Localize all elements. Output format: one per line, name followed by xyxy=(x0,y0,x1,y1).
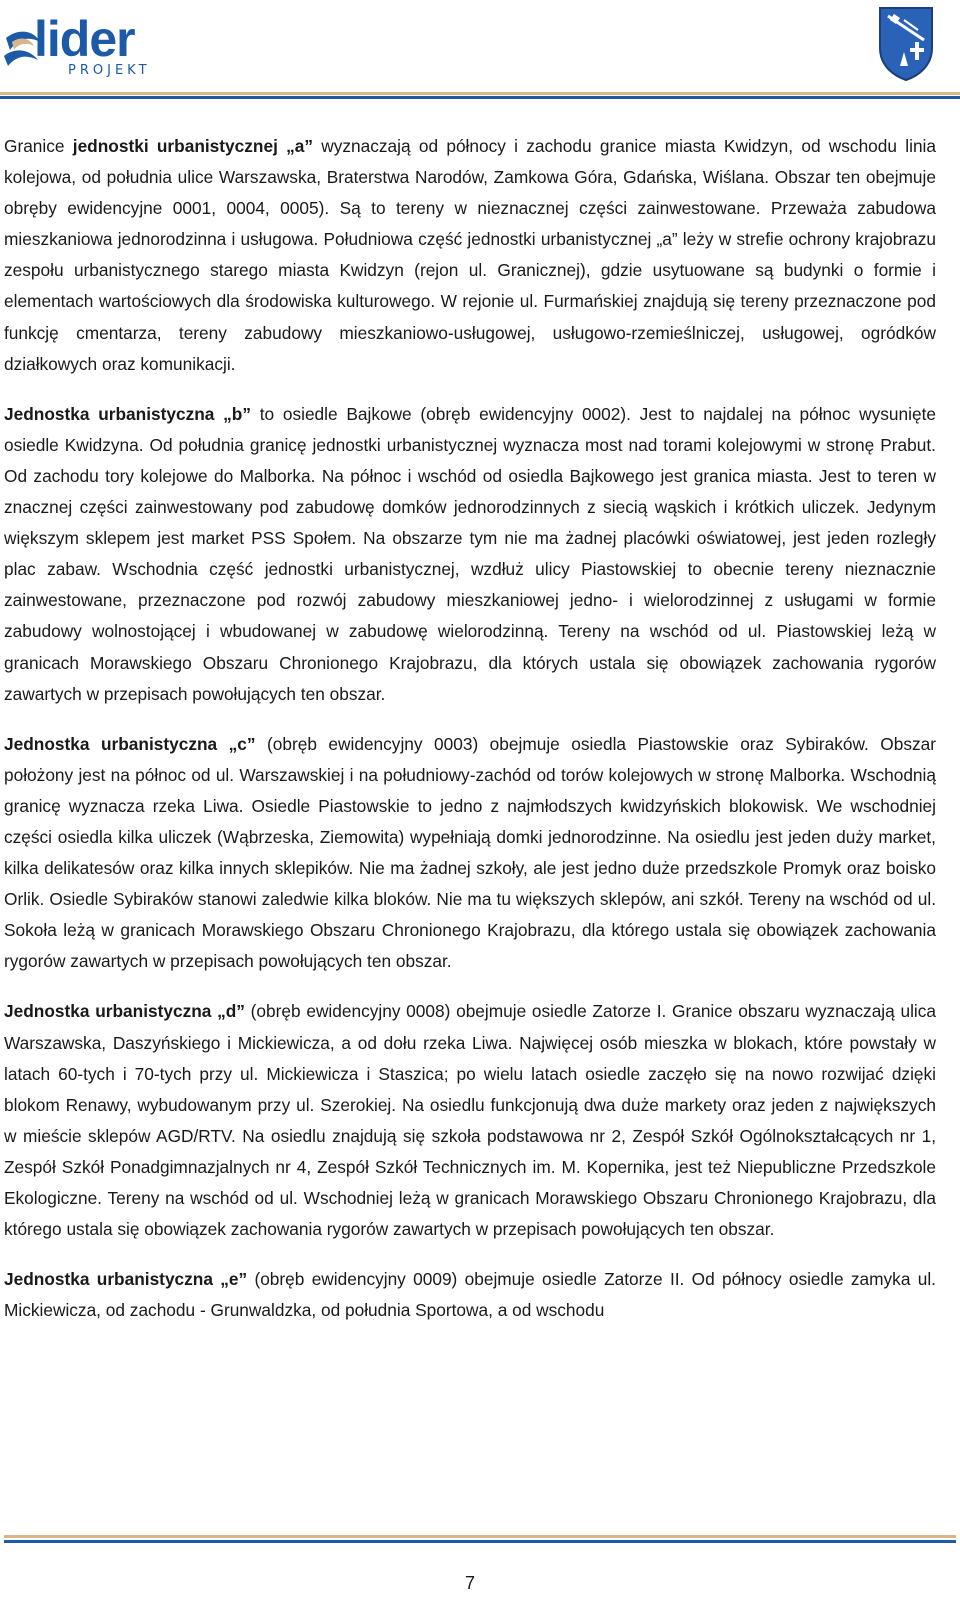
coat-of-arms-icon xyxy=(874,4,938,82)
paragraph xyxy=(4,399,936,710)
paragraph-text: (obręb ewidencyjny 0009) obejmuje osiedle Zatorze II. Od północy osiedle zamyka ul. Mickiewicza, od zachodu - Grunwaldzka, od południa Sportowa, a od wschodu xyxy=(4,1269,936,1321)
page-header xyxy=(0,0,960,102)
lider-projekt-logo xyxy=(4,11,174,82)
paragraph xyxy=(4,729,936,978)
paragraph xyxy=(4,996,936,1245)
footer-divider xyxy=(4,1535,956,1543)
document-body xyxy=(4,131,936,1345)
unit-heading: Jednostka urbanistyczna „c” xyxy=(4,733,256,754)
unit-heading: jednostki urbanistycznej „a” xyxy=(72,136,314,156)
page-number: 7 xyxy=(464,1573,475,1593)
logo-subtitle: PROJEKT xyxy=(68,63,151,78)
logo-wordmark: lider xyxy=(34,11,135,67)
paragraph xyxy=(4,1264,936,1326)
paragraph-text: (obręb ewidencyjny 0008) obejmuje osiedle Zatorze I. Granice obszaru wyznaczają ulica Warszawska, Daszyńskiego i Mickiewicza, a od dołu rzeka Liwa. Najwięcej osób mieszka w blokach, które powstały w latach 60-tych i 70-tych przy ul. Mickiewicza i Staszica; po wielu latach osiedle zaczęło się na nowo rozwijać dzięki blokom Renawy, wybudowanym przy ul. Szerokiej. Na osiedlu funkcjonują dwa duże markety oraz jeden z największych w mieście sklepów AGD/RTV. Na osiedlu znajdują się szkoła podstawowa nr 2, Zespół Szkół Ogólnokształcących nr 1, Zespół Szkół Ponadgimnazjalnych nr 4, Zespół Szkół Technicznych im. M. Kopernika, jest też Niepubliczne Przedszkole Ekologiczne. Tereny na wschód od ul. Wschodniej leżą w granicach Morawskiego Obszaru Chronionego Krajobrazu, dla którego ustala się obowiązek zachowania rygorów zawartych w przepisach powołujących ten obszar. xyxy=(4,1001,937,1240)
unit-heading: Jednostka urbanistyczna „b” xyxy=(4,403,251,424)
paragraph xyxy=(4,131,936,380)
unit-heading: Jednostka urbanistyczna „e” xyxy=(4,1269,248,1290)
header-divider xyxy=(0,92,960,100)
unit-heading: Jednostka urbanistyczna „d” xyxy=(4,1001,245,1022)
paragraph-text: (obręb ewidencyjny 0003) obejmuje osiedla Piastowskie oraz Sybiraków. Obszar położony jest na północ od ul. Warszawskiej i na południowy-zachód od torów kolejowych w stronę Malborka. Wschodnią granicę wyznacza rzeka Liwa. Osiedle Piastowskie to jedno z najmłodszych kwidzyńskich blokowisk. We wschodniej części osiedla kilka uliczek (Wąbrzeska, Ziemowita) wypełniają domki jednorodzinne. Na osiedlu jest jeden duży market, kilka delikatesów oraz kilka innych sklepików. Nie ma żadnej szkoły, ale jest jedno duże przedszkole Promyk oraz boisko Orlik. Osiedle Sybiraków stanowi zaledwie kilka bloków. Nie ma tu większych sklepów, ani szkół. Tereny na wschód od ul. Sokoła leżą w granicach Morawskiego Obszaru Chronionego Krajobrazu, dla którego ustala się obowiązek zachowania rygorów zawartych w przepisach powołujących ten obszar. xyxy=(4,733,936,972)
paragraph-text: wyznaczają od północy i zachodu granice miasta Kwidzyn, od wschodu linia kolejowa, od południa ulice Warszawska, Braterstwa Narodów, Zamkowa Góra, Gdańska, Wiślana. Obszar ten obejmuje obręby ewidencyjne 0001, 0004, 0005). Są to tereny w nieznacznej części zainwestowane. Przeważa zabudowa mieszkaniowa jednorodzinna i usługowa. Południowa część jednostki urbanistycznej „a” leży w strefie ochrony krajobrazu zespołu urbanistycznego starego miasta Kwidzyn (rejon ul. Granicznej), gdzie usytuowane są budynki o formie i elementach wartościowych dla środowiska kulturowego. W rejonie ul. Furmańskiej znajdują się tereny przeznaczone pod funkcję cmentarza, tereny zabudowy mieszkaniowo-usługowej, usługowo-rzemieślniczej, usługowej, ogródków działkowych oraz komunikacji. xyxy=(4,136,937,374)
paragraph-text: Granice xyxy=(4,136,73,156)
paragraph-text: to osiedle Bajkowe (obręb ewidencyjny 0002). Jest to najdalej na północ wysunięte osiedle Kwidzyna. Od południa granicę jednostki urbanistycznej wyznacza most nad torami kolejowymi w stronę Prabut. Od zachodu tory kolejowe do Malborka. Na północ i wschód od osiedla Bajkowego jest granica miasta. Jest to teren w znacznej części zainwestowany pod zabudowę domków jednorodzinnych z siecią wąskich i krótkich uliczek. Jedynym większym sklepem jest market PSS Społem. Na obszarze tym nie ma żadnej placówki oświatowej, jest jeden rozległy plac zabaw. Wschodnia część jednostki urbanistycznej, wzdłuż ulicy Piastowskiej to obecnie tereny nieznacznie zainwestowane, przeznaczone pod rozwój zabudowy mieszkaniowej jedno- i wielorodzinnej z usługami w formie zabudowy wolnostojącej i wbudowanej w zabudowę wielorodzinną. Tereny na wschód od ul. Piastowskiej leżą w granicach Morawskiego Obszaru Chronionego Krajobrazu, dla których ustala się obowiązek zachowania rygorów zawartych w przepisach powołujących ten obszar. xyxy=(4,403,936,704)
